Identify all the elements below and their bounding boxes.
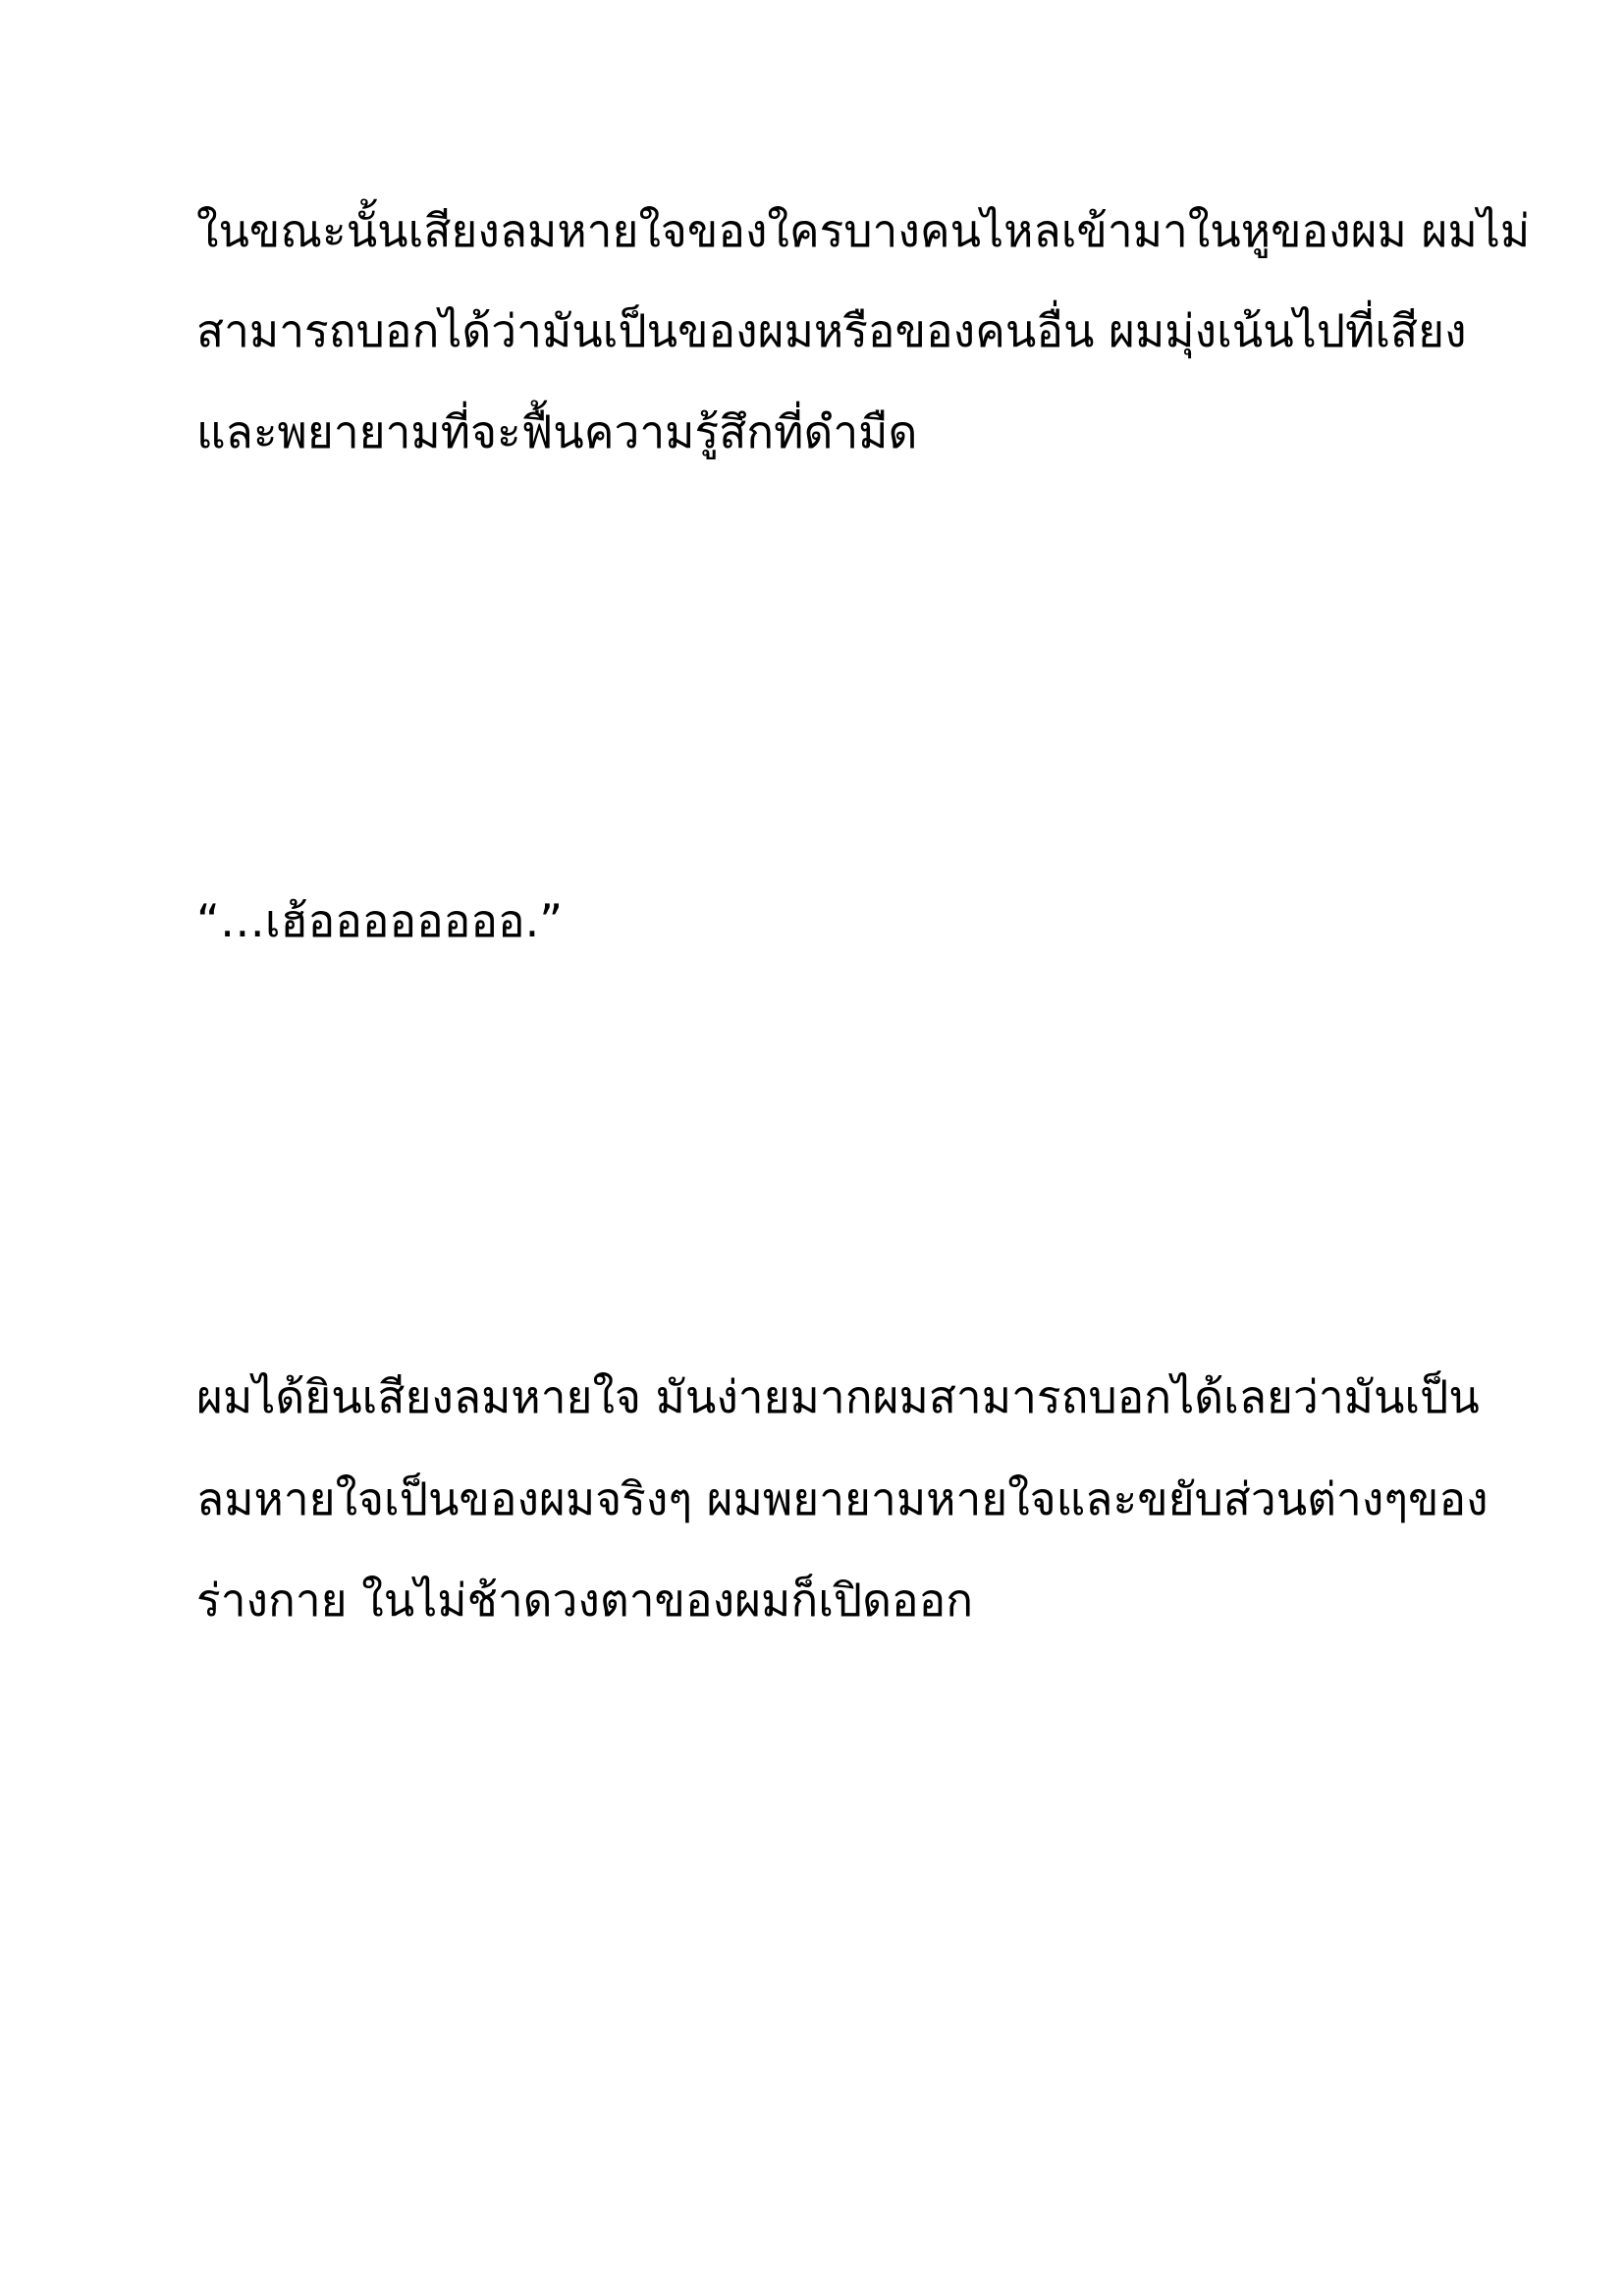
paragraph-3-line-2: ลมหายใจเป็นของผมจริงๆ ผมพยายามหายใจและขยับส่วนต่างๆของ: [196, 1472, 1489, 1525]
paragraph-1-line-3: และพยายามที่จะฟื้นความรู้สึกที่ดำมืด: [196, 405, 918, 458]
paragraph-1-line-1: ในขณะนั้นเสียงลมหายใจของใครบางคนไหลเข้ามาในหูของผม ผมไม่: [196, 204, 1531, 257]
dialogue-line: “…เฮ้ออออออออ.”: [196, 894, 564, 947]
paragraph-3-line-1: ผมได้ยินเสียงลมหายใจ มันง่ายมากผมสามารถบอกได้เลยว่ามันเป็น: [196, 1370, 1480, 1423]
paragraph-3-line-3: ร่างกาย ในไม่ช้าดวงตาของผมก็เปิดออก: [196, 1574, 974, 1627]
paragraph-1-line-2: สามารถบอกได้ว่ามันเป็นของผมหรือของคนอื่น ผมมุ่งเน้นไปที่เสียง: [196, 304, 1467, 357]
